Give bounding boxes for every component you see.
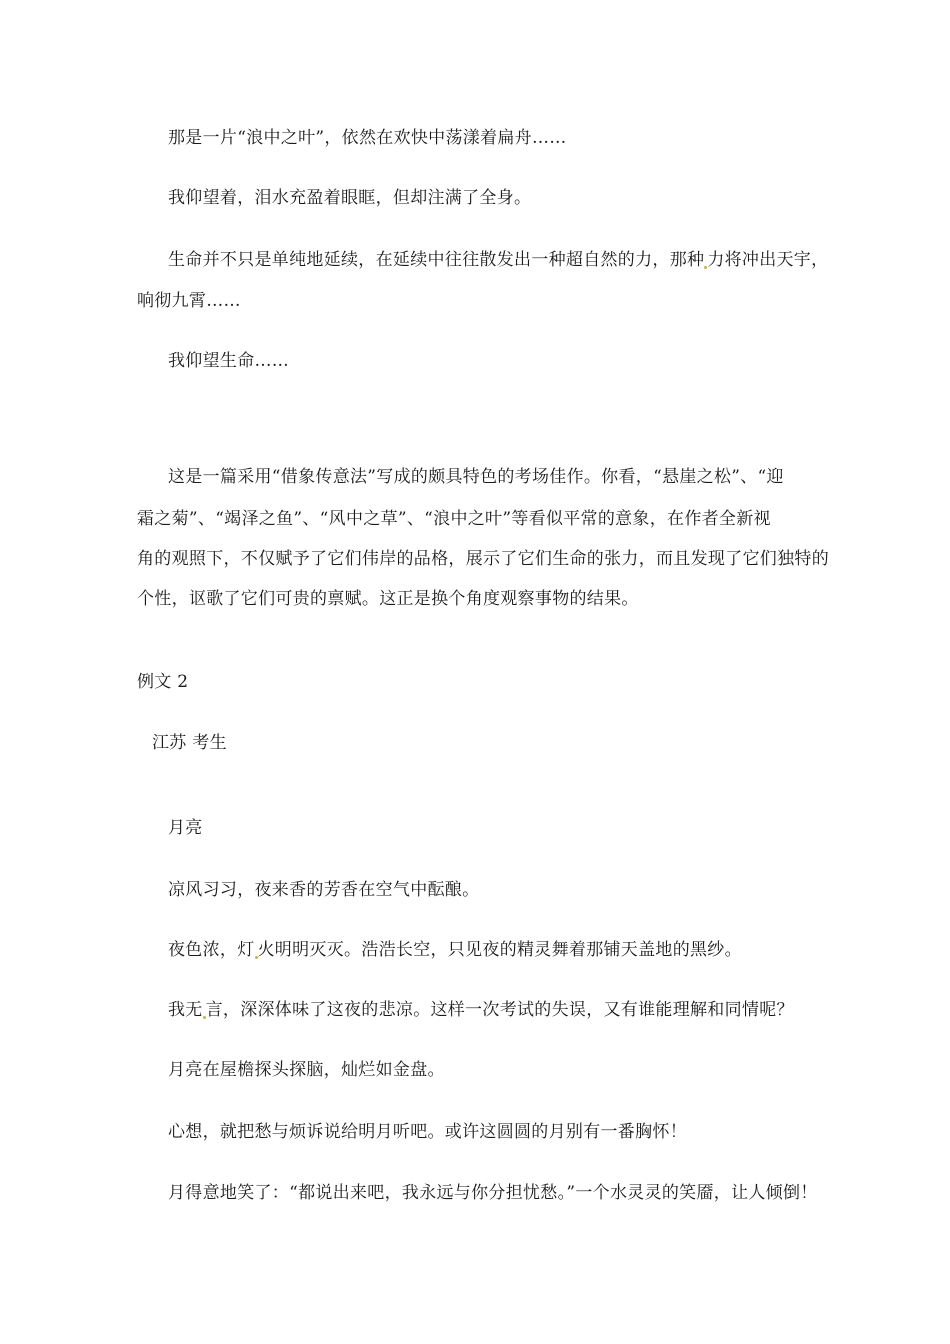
poem-paragraph-3-part-a: 生命并不只是单纯地延续，在延续中往往散发出一种超自然的力，那种 <box>168 250 705 270</box>
poem-paragraph-3-part-b: 力将冲出天宇， <box>707 250 829 270</box>
essay-paragraph-3-part-a: 我无 <box>168 1000 203 1020</box>
essay-paragraph-4: 月亮在屋檐探头探脑，灿烂如金盘。 <box>168 1060 445 1080</box>
commentary-line-3: 角的观照下，不仅赋予了它们伟岸的品格，展示了它们生命的张力，而且发现了它们独特的 <box>137 549 829 569</box>
essay-paragraph-2 <box>168 939 742 961</box>
essay-paragraph-3 <box>168 999 794 1021</box>
essay-paragraph-3-part-b: 言，深深体味了这夜的悲凉。这样一次考试的失误，又有谁能理解和同情呢？ <box>205 1000 794 1020</box>
poem-paragraph-2: 我仰望着，泪水充盈着眼眶，但却注满了全身。 <box>168 188 532 208</box>
essay-title: 月亮 <box>168 818 203 838</box>
essay-paragraph-2-part-b: 火明明灭灭。浩浩长空，只见夜的精灵舞着那铺天盖地的黑纱。 <box>257 940 742 960</box>
commentary-line-2: 霜之菊”、“竭泽之鱼”、“风中之草”、“浪中之叶”等看似平常的意象，在作者全新视 <box>137 509 771 529</box>
poem-paragraph-4: 我仰望生命…… <box>168 351 290 371</box>
essay-paragraph-2-part-a: 夜色浓，灯 <box>168 940 255 960</box>
commentary-line-4: 个性，讴歌了它们可贵的禀赋。这正是换个角度观察事物的结果。 <box>137 589 639 609</box>
essay-paragraph-6: 月得意地笑了：“都说出来吧，我永远与你分担忧愁。”一个水灵灵的笑靥，让人倾倒！ <box>168 1183 818 1203</box>
essay-paragraph-1: 凉风习习，夜来香的芳香在空气中酝酿。 <box>168 880 480 900</box>
poem-paragraph-1: 那是一片“浪中之叶”，依然在欢快中荡漾着扁舟…… <box>168 128 567 148</box>
poem-paragraph-3-line-2: 响彻九霄…… <box>137 291 241 311</box>
poem-paragraph-3-line-1 <box>168 249 828 271</box>
commentary-line-1: 这是一篇采用“借象传意法”写成的颇具特色的考场佳作。你看，“悬崖之松”、“迎 <box>168 467 784 487</box>
essay-paragraph-5: 心想，就把愁与烦诉说给明月听吧。或许这圆圆的月别有一番胸怀！ <box>168 1122 687 1142</box>
example-heading: 例文 2 <box>137 672 189 692</box>
author-line: 江苏 考生 <box>152 733 227 753</box>
